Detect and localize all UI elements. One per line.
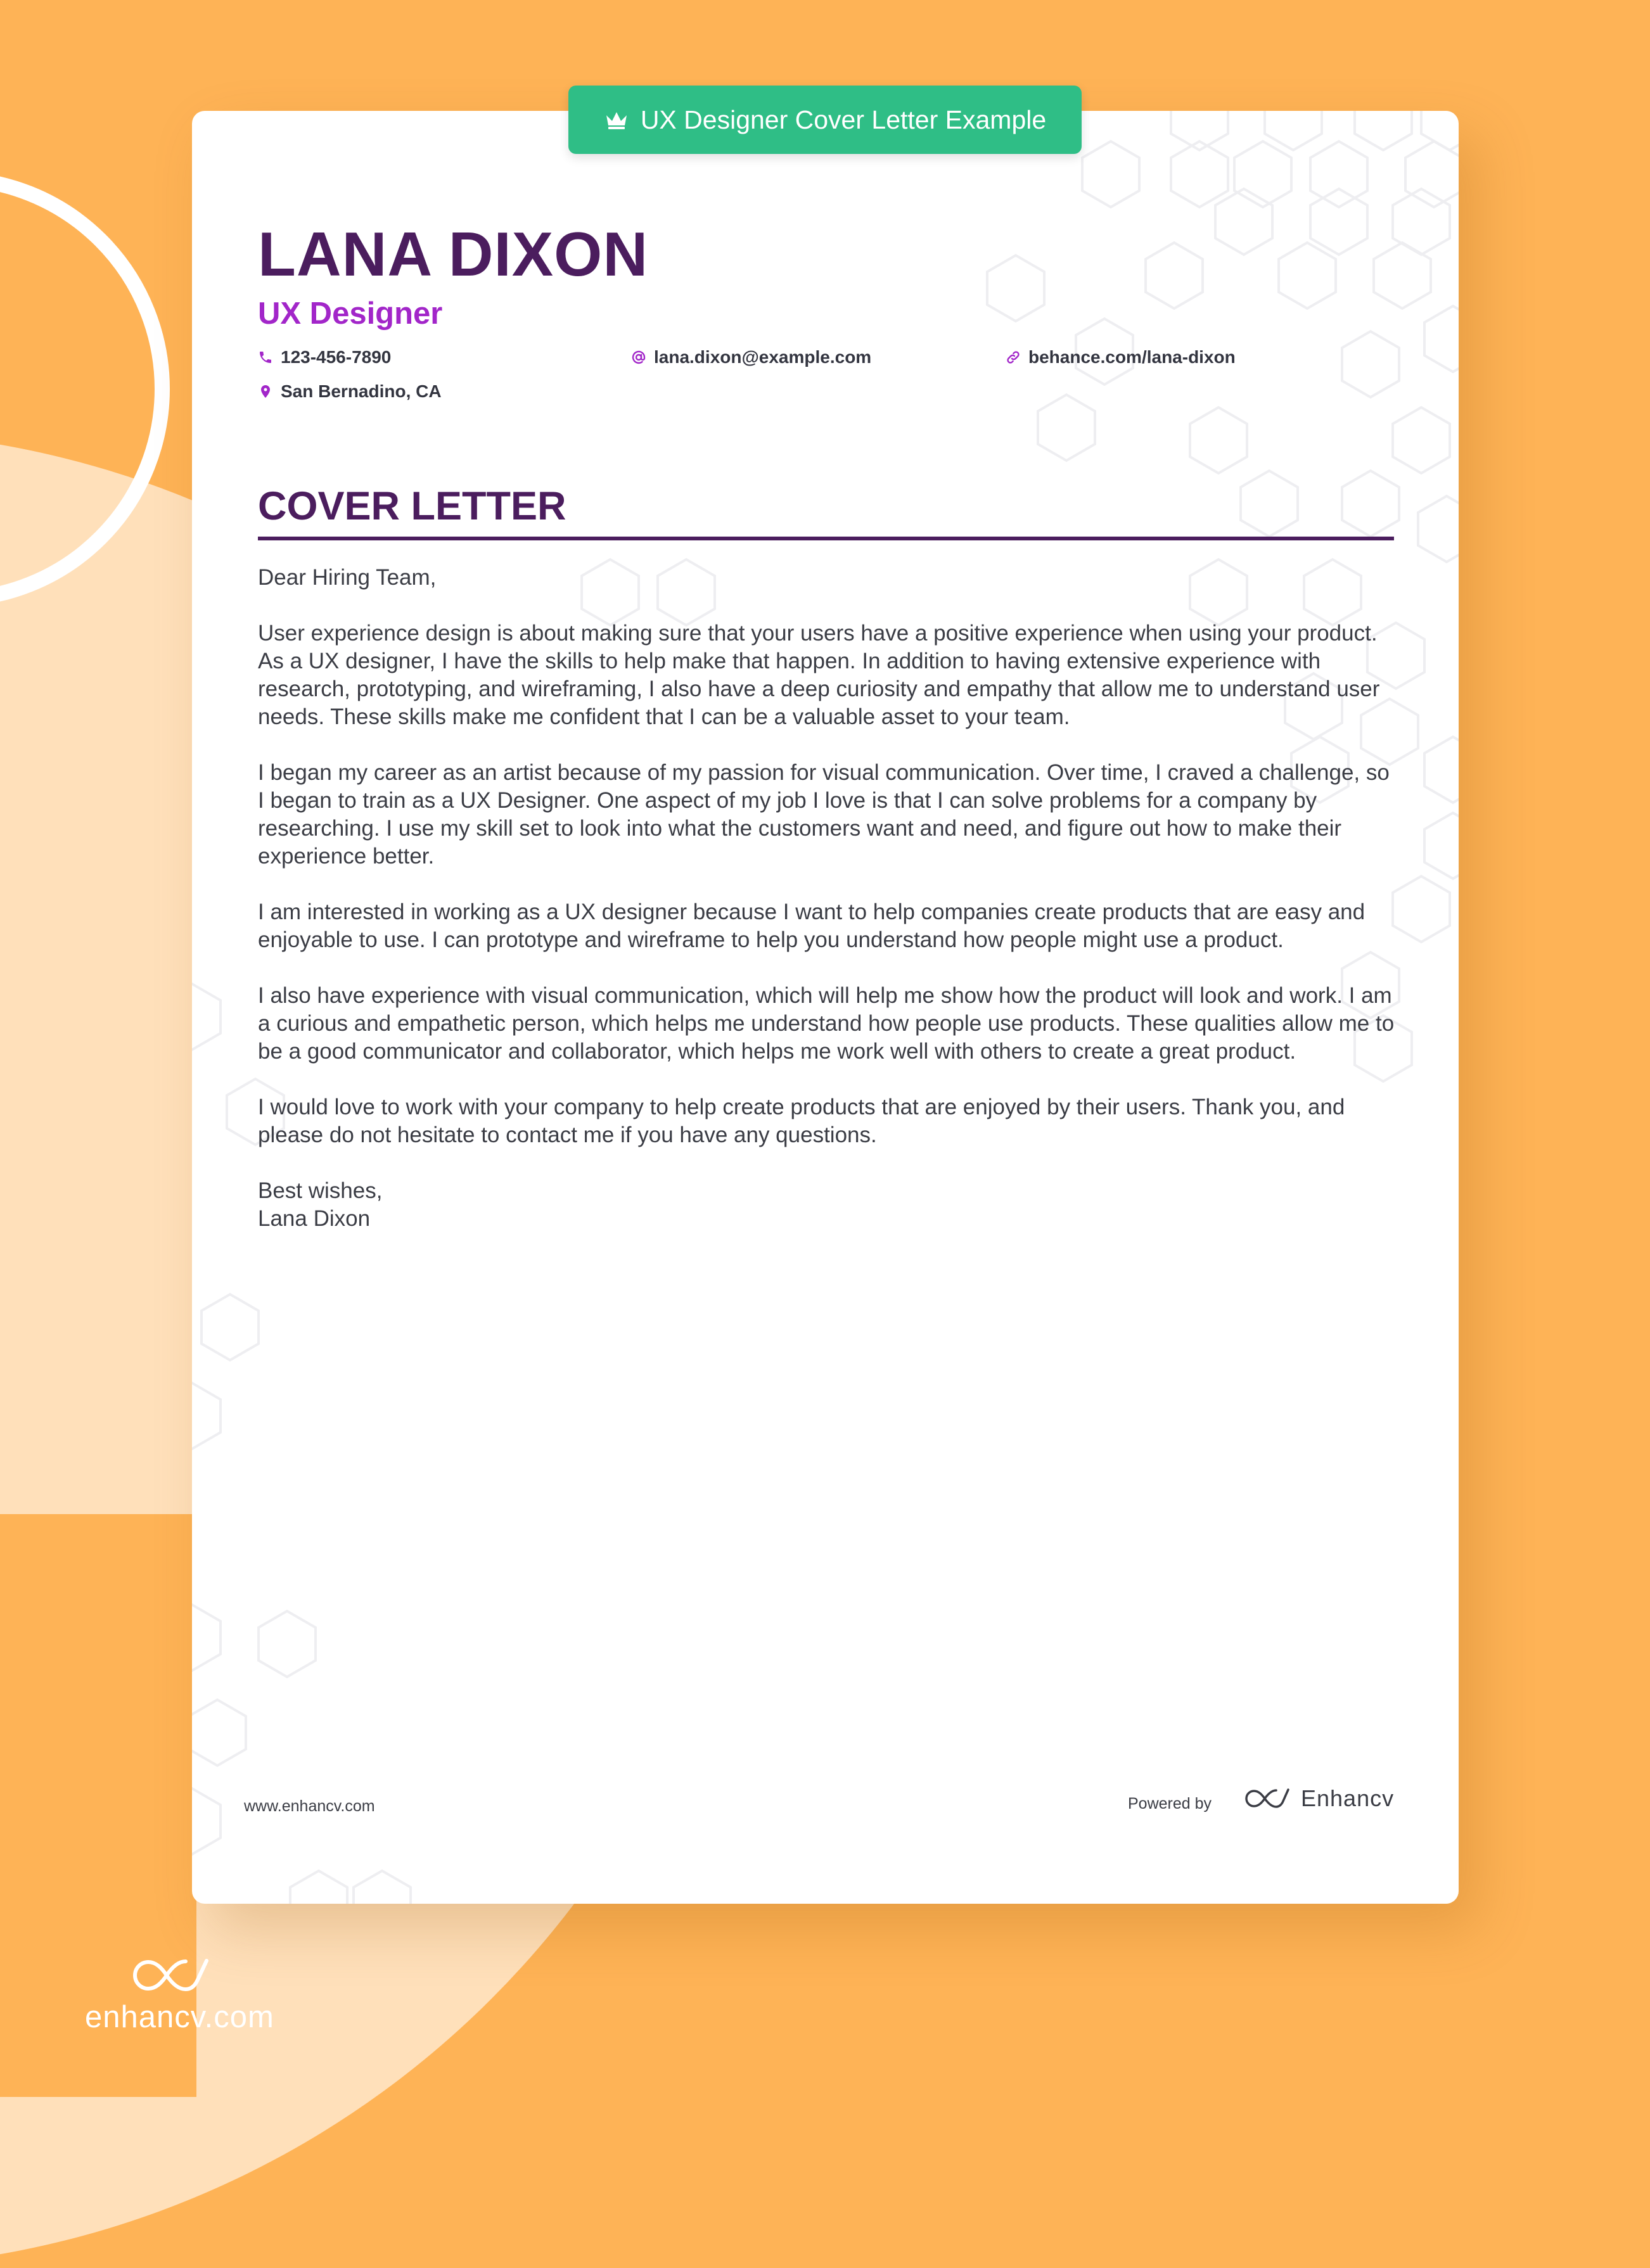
letter-body [258, 564, 1398, 1233]
hexagon-shape [192, 1788, 221, 1854]
letter-paragraph: I would love to work with your company to help create products that are enjoyed by their users. Thank you, and please do not hesitate to contact me if you have any questions. [258, 1095, 1345, 1147]
hexagon-shape [1234, 141, 1291, 207]
hexagon-shape [354, 1871, 411, 1904]
example-badge [568, 86, 1082, 154]
hexagon-shape [1241, 471, 1298, 537]
hexagon-shape [1418, 496, 1459, 562]
footer-url[interactable]: www.enhancv.com [244, 1797, 375, 1815]
applicant-role: UX Designer [258, 296, 443, 331]
applicant-name: LANA DIXON [258, 219, 649, 289]
phone-icon [258, 350, 273, 365]
hexagon-shape [1265, 111, 1322, 150]
hexagon-shape [1038, 395, 1095, 461]
hexagon-shape [259, 1611, 316, 1677]
contact-email-text: lana.dixon@example.com [654, 347, 872, 367]
enhancv-logo-icon [1244, 1786, 1292, 1811]
hexagon-shape [987, 255, 1044, 321]
brand-url[interactable]: enhancv.com [85, 2000, 274, 2034]
contact-phone-text: 123-456-7890 [281, 347, 392, 367]
hexagon-shape [1393, 407, 1450, 473]
hexagon-shape [1424, 306, 1459, 372]
hexagon-shape [1374, 243, 1431, 309]
hexagon-shape [1424, 737, 1459, 803]
cover-letter-page [192, 111, 1459, 1904]
location-pin-icon [258, 384, 273, 399]
hexagon-shape [1310, 189, 1367, 255]
hexagon-shape [1146, 243, 1203, 309]
contact-link-text: behance.com/lana-dixon [1028, 347, 1236, 367]
hexagon-shape [290, 1871, 347, 1904]
hexagon-shape [201, 1294, 259, 1360]
hexagon-shape [1355, 111, 1412, 150]
hexagon-shape [1310, 141, 1367, 207]
section-divider [258, 537, 1394, 540]
hexagon-shape [1424, 813, 1459, 879]
letter-paragraph: I am interested in working as a UX designer because I want to help companies create products that are easy and enjoyable to use. I can prototype and wireframe to help you understand how people might use a product. [258, 900, 1365, 952]
badge-label: UX Designer Cover Letter Example [640, 105, 1047, 134]
enhancv-logo-icon [132, 1953, 213, 1997]
powered-by-label: Powered by [1128, 1795, 1212, 1812]
crown-icon [604, 109, 629, 131]
footer-logo-text: Enhancv [1301, 1785, 1395, 1811]
hexagon-shape [1405, 141, 1459, 207]
hexagon-shape [1393, 876, 1450, 942]
hexagon-shape [192, 984, 221, 1050]
closing: Best wishes, [258, 1178, 383, 1203]
hexagon-shape [1215, 189, 1272, 255]
contact-location-text: San Bernadino, CA [281, 381, 442, 401]
hexagon-shape [1342, 471, 1399, 537]
footer-logo[interactable] [1244, 1785, 1394, 1812]
hexagon-shape [192, 1383, 221, 1449]
at-icon [631, 350, 646, 365]
contact-location [258, 381, 442, 402]
contact-link[interactable] [1006, 347, 1236, 367]
section-title: COVER LETTER [258, 484, 566, 528]
letter-paragraph: User experience design is about making sure that your users have a positive experience when using your product. As a UX designer, I have the skills to help make that happen. In addition to having extensive experience with research, prototyping, and wireframing, I also have a deep curiosity and empathy that allow me to understand user needs. These skills make me confident that I can be a valuable asset to your team. [258, 621, 1380, 729]
hexagon-shape [1082, 141, 1139, 207]
hexagon-shape [192, 1700, 246, 1766]
contact-phone[interactable] [258, 347, 391, 367]
hexagon-shape [1190, 407, 1247, 473]
contact-email[interactable] [631, 347, 871, 367]
hexagon-shape [1279, 243, 1336, 309]
hexagon-shape [1171, 111, 1228, 150]
hexagon-shape [1342, 331, 1399, 397]
salutation: Dear Hiring Team, [258, 565, 437, 590]
link-icon [1006, 350, 1021, 365]
letter-paragraph: I also have experience with visual communication, which will help me show how the product will look and work. I am a curious and empathetic person, which helps me understand how people use products. These qualities allow me to be a good communicator and collaborator, which helps me work well with others to create a great product. [258, 983, 1395, 1064]
signature: Lana Dixon [258, 1206, 371, 1231]
letter-paragraph: I began my career as an artist because of my passion for visual communication. Over time, I craved a challenge, so I began to train as a UX Designer. One aspect of my job I love is that I can solve problems for a company by researching. I use my skill set to look into what the customers want and need, and figure out how to make their experience better. [258, 760, 1390, 869]
hexagon-shape [192, 1605, 221, 1671]
